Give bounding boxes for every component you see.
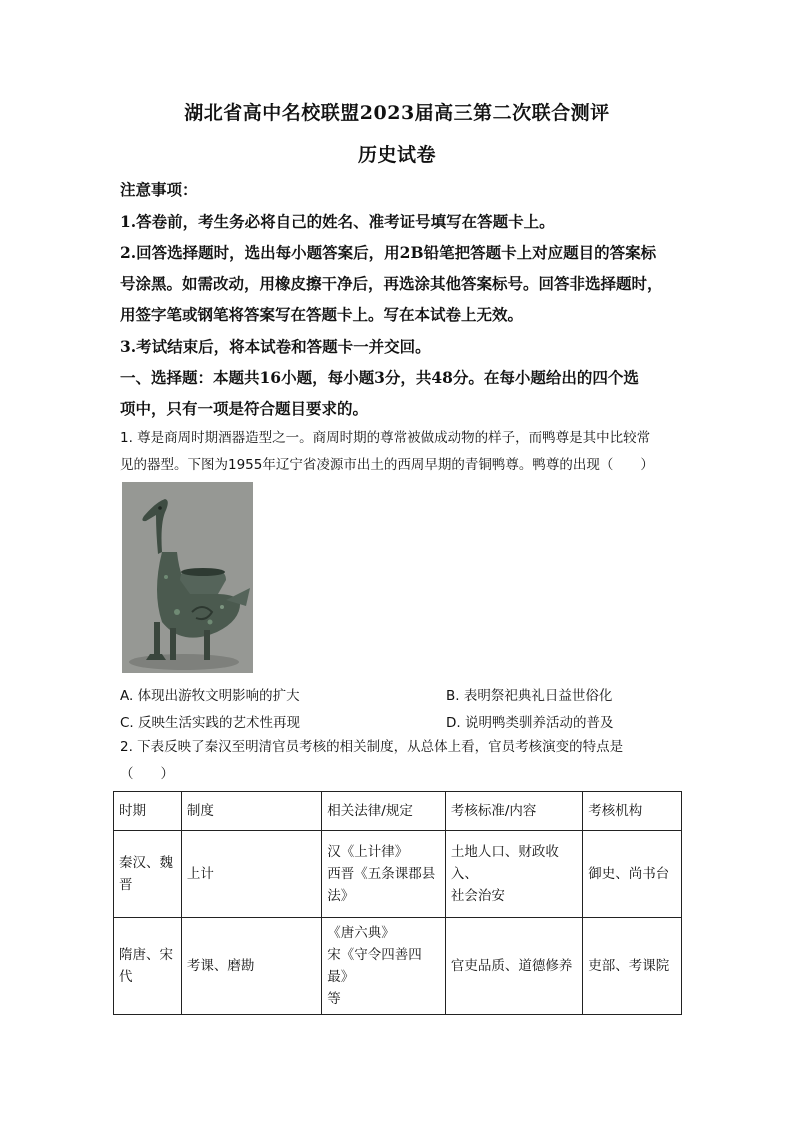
cell-text: 法》 <box>327 888 355 904</box>
notice-item-1: 1.答卷前，考生务必将自己的姓名、准考证号填写在答题卡上。 <box>120 212 555 231</box>
table-header-cell: 考核机构 <box>583 792 682 831</box>
table-header-row <box>114 792 682 831</box>
table-cell-agency: 吏部、考课院 <box>583 918 682 1015</box>
table-cell-period <box>114 831 182 918</box>
table-row <box>114 831 682 918</box>
question-2-line-1: 2. 下表反映了秦汉至明清官员考核的相关制度，从总体上看，官员考核演变的特点是 <box>120 739 624 755</box>
table-cell-system: 上计 <box>181 831 321 918</box>
cell-text: 汉《上计律》 <box>327 844 409 860</box>
table-header-cell: 时期 <box>114 792 182 831</box>
cell-text: 代 <box>119 969 133 985</box>
bronze-duck-zun-image <box>122 482 253 673</box>
notice-item-2-line-3: 用签字笔或钢笔将答案写在答题卡上。写在本试卷上无效。 <box>120 305 524 324</box>
q1-option-a: A. 体现出游牧文明影响的扩大 <box>120 688 300 704</box>
cell-text: 晋 <box>119 877 133 893</box>
q1-option-c: C. 反映生活实践的艺术性再现 <box>120 715 301 731</box>
q1-option-d: D. 说明鸭类驯养活动的普及 <box>446 715 614 731</box>
cell-text: 等 <box>327 991 341 1007</box>
notice-item-3: 3.考试结束后，将本试卷和答题卡一并交回。 <box>120 337 431 356</box>
table-cell-standard <box>445 918 582 1015</box>
notice-heading: 注意事项： <box>120 180 198 199</box>
table-header-cell: 制度 <box>181 792 321 831</box>
exam-subtitle: 历史试卷 <box>357 144 436 166</box>
cell-text: 土地人口、财政收入、 <box>450 844 559 882</box>
question-1-line-2: 见的器型。下图为1955年辽宁省凌源市出土的西周早期的青铜鸭尊。鸭尊的出现（ ） <box>120 457 654 473</box>
exam-system-table <box>113 791 682 1015</box>
cell-text: 《唐六典》 <box>327 925 395 941</box>
table-row <box>114 918 682 1015</box>
section-1-heading-line-1: 一、选择题：本题共16小题，每小题3分，共48分。在每小题给出的四个选 <box>120 368 639 387</box>
exam-title: 湖北省高中名校联盟2023届高三第二次联合测评 <box>184 102 610 124</box>
table-cell-period <box>114 918 182 1015</box>
cell-text: 秦汉、魏 <box>119 855 173 871</box>
table-cell-system: 考课、磨勘 <box>181 918 321 1015</box>
cell-text: 官吏品质、道德修养 <box>450 958 573 974</box>
table-header-cell: 考核标准/内容 <box>445 792 582 831</box>
table-cell-law <box>322 831 446 918</box>
cell-text: 隋唐、宋 <box>119 947 173 963</box>
q1-option-b: B. 表明祭祀典礼日益世俗化 <box>446 688 613 704</box>
table-header-cell: 相关法律/规定 <box>322 792 446 831</box>
question-2-line-2: （ ） <box>120 766 174 782</box>
notice-item-2-line-1: 2.回答选择题时，选出每小题答案后，用2B铅笔把答题卡上对应题目的答案标 <box>120 243 657 262</box>
question-1-line-1: 1. 尊是商周时期酒器造型之一。商周时期的尊常被做成动物的样子，而鸭尊是其中比较常 <box>120 430 651 446</box>
table-cell-standard <box>445 831 582 918</box>
cell-text: 西晋《五条课郡县 <box>327 866 436 882</box>
cell-text: 宋《守令四善四最》 <box>327 947 422 985</box>
duck-zun-illustration <box>122 482 253 673</box>
section-1-heading-line-2: 项中，只有一项是符合题目要求的。 <box>120 399 369 418</box>
cell-text: 社会治安 <box>450 888 505 904</box>
notice-item-2-line-2: 号涂黑。如需改动，用橡皮擦干净后，再选涂其他答案标号。回答非选择题时， <box>120 274 663 293</box>
table-cell-agency: 御史、尚书台 <box>583 831 682 918</box>
table-cell-law <box>322 918 446 1015</box>
